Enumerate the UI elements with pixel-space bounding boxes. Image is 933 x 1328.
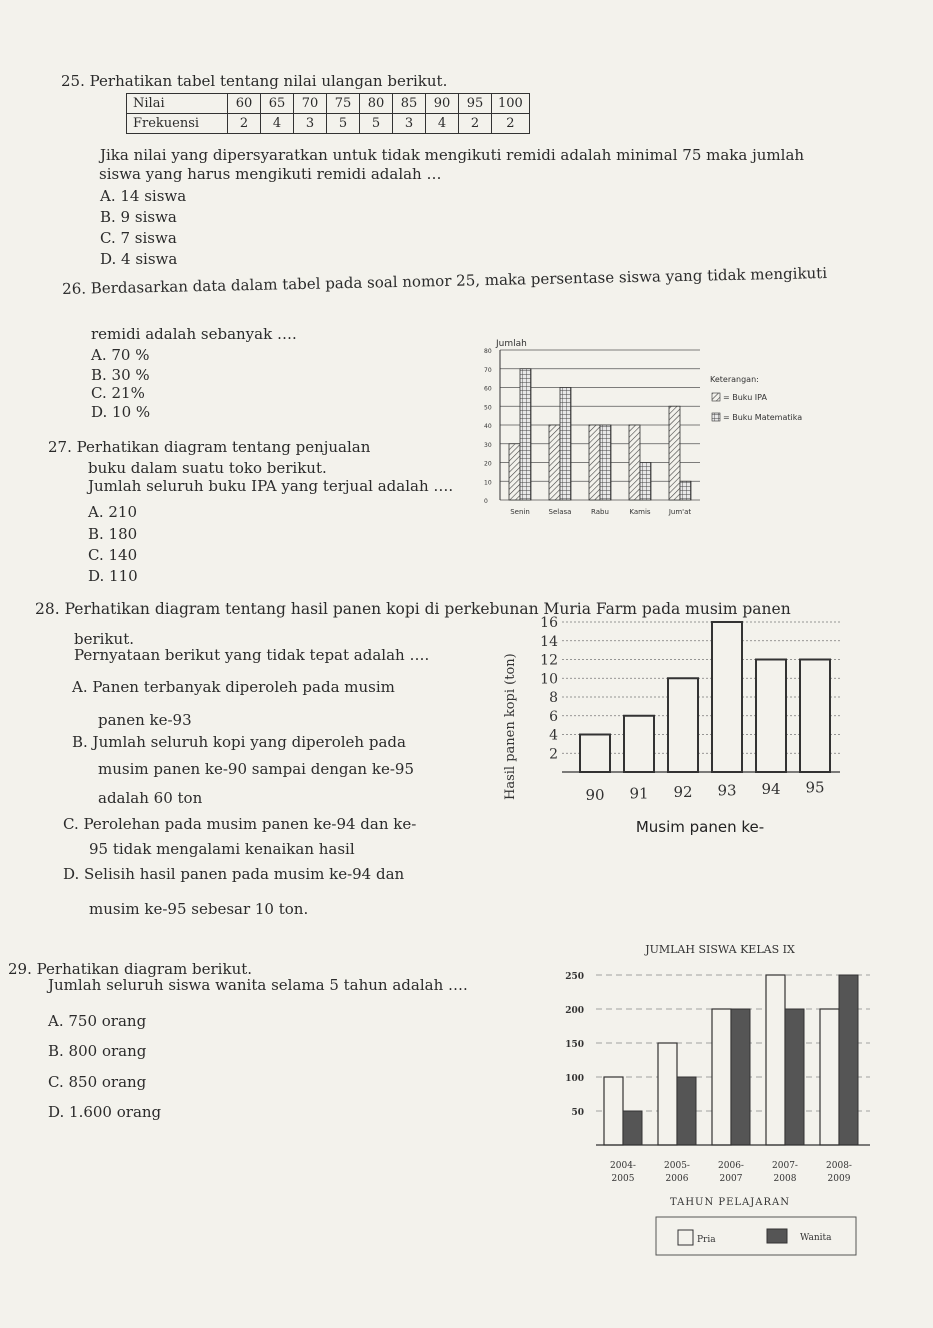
table-cell: 100 [492, 94, 530, 114]
y-tick-label: 12 [540, 652, 558, 669]
y-tick-label: 250 [565, 972, 584, 982]
y-tick-label: 10 [484, 479, 492, 487]
q28-line2: berikut. [74, 630, 134, 648]
q28-option-c-cont: 95 tidak mengalami kenaikan hasil [89, 840, 355, 858]
q26-option-d[interactable]: D. 10 % [91, 403, 151, 421]
q26-option-b[interactable]: B. 30 % [91, 366, 150, 384]
x-tick-label: 2008- [826, 1161, 852, 1171]
q25-option-a[interactable]: A. 14 siswa [100, 187, 187, 205]
bar-wanita [623, 1111, 642, 1145]
q29-line2: Jumlah seluruh siswa wanita selama 5 tahun adalah …. [48, 976, 468, 994]
y-tick-label: 200 [565, 1006, 584, 1016]
table-cell: 60 [228, 94, 261, 114]
table-cell: 3 [393, 114, 426, 134]
bar-pria [712, 1009, 731, 1145]
q28-option-b-cont1: musim panen ke-90 sampai dengan ke-95 [98, 760, 414, 778]
q28-line3: Pernyataan berikut yang tidak tepat adalah …. [74, 646, 430, 664]
x-axis-label: TAHUN PELAJARAN [669, 1197, 791, 1208]
x-tick-label: Senin [510, 508, 530, 516]
q29-option-b[interactable]: B. 800 orang [48, 1042, 147, 1060]
q27-line3: Jumlah seluruh buku IPA yang terjual adalah …. [88, 477, 454, 495]
bar-matematika [600, 425, 611, 500]
q28-option-a-cont: panen ke-93 [98, 711, 192, 729]
table-cell: 4 [261, 114, 294, 134]
y-tick-label: 0 [484, 498, 488, 505]
y-tick-label: 30 [484, 441, 492, 449]
q28-line1: 28. Perhatikan diagram tentang hasil panen kopi di perkebunan Muria Farm pada musim panen [35, 600, 791, 618]
bar-matematika [680, 481, 691, 500]
q25-option-c[interactable]: C. 7 siswa [100, 229, 177, 247]
bar [580, 735, 610, 773]
bar-ipa [589, 425, 600, 500]
q27-option-a[interactable]: A. 210 [88, 503, 137, 521]
q28-option-d-cont: musim ke-95 sebesar 10 ton. [89, 900, 309, 918]
q29-option-a[interactable]: A. 750 orang [48, 1012, 147, 1030]
x-tick-label: 92 [673, 783, 693, 801]
table-row [127, 114, 530, 134]
table-cell: 5 [327, 114, 360, 134]
q27-option-b[interactable]: B. 180 [88, 525, 138, 543]
bar [800, 660, 830, 773]
y-tick-label: 100 [565, 1074, 584, 1084]
legend-swatch-matematika [712, 413, 720, 421]
y-tick-label: 40 [484, 423, 492, 430]
table-cell: 2 [228, 114, 261, 134]
bar-pria [766, 975, 785, 1145]
y-tick-label: 150 [565, 1040, 584, 1050]
y-tick-label: 50 [484, 404, 492, 412]
legend-swatch-wanita [767, 1229, 787, 1243]
q25-stem: 25. Perhatikan tabel tentang nilai ulangan berikut. [61, 72, 448, 90]
bar [756, 660, 786, 773]
y-tick-label: 70 [484, 366, 492, 374]
student-count-chart [560, 935, 880, 1265]
bar-ipa [509, 444, 520, 500]
bar-ipa [669, 406, 680, 500]
q27-option-c[interactable]: C. 140 [88, 546, 138, 564]
x-tick-label: 2005 [611, 1174, 635, 1184]
legend-label-ipa: = Buku IPA [723, 393, 767, 402]
q26-option-a[interactable]: A. 70 % [91, 346, 150, 364]
legend-label-pria: Pria [697, 1235, 716, 1245]
bar-pria [658, 1043, 677, 1145]
x-tick-label: 2004- [610, 1161, 636, 1171]
q28-option-b-cont2: adalah 60 ton [98, 789, 203, 807]
bar-wanita [839, 975, 858, 1145]
table-cell: Frekuensi [127, 114, 228, 134]
bar-pria [604, 1077, 623, 1145]
q27-line1: 27. Perhatikan diagram tentang penjualan [48, 438, 371, 456]
bar-matematika [520, 369, 531, 500]
table-cell: 70 [294, 94, 327, 114]
legend-title: Keterangan: [710, 375, 759, 384]
y-tick-label: 16 [540, 615, 558, 631]
bar-pria [820, 1009, 839, 1145]
table-cell: 65 [261, 94, 294, 114]
table-cell: 90 [426, 94, 459, 114]
table-cell: 95 [459, 94, 492, 114]
q28-option-b[interactable]: B. Jumlah seluruh kopi yang diperoleh pada [72, 733, 406, 751]
bar-wanita [677, 1077, 696, 1145]
q29-option-d[interactable]: D. 1.600 orang [48, 1103, 162, 1121]
y-axis-label: Jumlah [496, 339, 527, 349]
bar-ipa [629, 425, 640, 500]
x-tick-label: 2007 [719, 1174, 743, 1184]
q25-option-d[interactable]: D. 4 siswa [100, 250, 178, 268]
x-tick-label: 94 [761, 780, 781, 798]
q25-line1: Jika nilai yang dipersyaratkan untuk tidak mengikuti remidi adalah minimal 75 maka jumlah [100, 146, 805, 164]
q26-option-c[interactable]: C. 21% [91, 384, 145, 402]
x-tick-label: Jum'at [668, 508, 692, 516]
y-tick-label: 20 [484, 460, 492, 468]
chart-title: JUMLAH SISWA KELAS IX [645, 943, 795, 956]
table-cell: 85 [393, 94, 426, 114]
table-cell: 80 [360, 94, 393, 114]
y-tick-label: 4 [549, 727, 558, 744]
y-tick-label: 14 [540, 633, 558, 650]
y-tick-label: 50 [571, 1108, 584, 1118]
legend-swatch-ipa [712, 393, 720, 401]
x-tick-label: 2009 [827, 1174, 851, 1184]
x-tick-label: Rabu [591, 508, 609, 516]
coffee-harvest-chart [500, 612, 840, 852]
table-cell: 75 [327, 94, 360, 114]
q25-table [126, 93, 530, 134]
table-cell: 2 [492, 114, 530, 134]
y-tick-label: 60 [484, 385, 492, 393]
y-tick-label: 2 [549, 746, 558, 763]
x-tick-label: 2007- [772, 1161, 798, 1171]
y-tick-label: 6 [549, 708, 558, 725]
q26-line1: 26. Berdasarkan data dalam tabel pada soal nomor 25, maka persentase siswa yang tidak mengikuti [62, 263, 828, 298]
x-tick-label: 93 [717, 781, 737, 800]
table-row [127, 94, 530, 114]
q29-option-c[interactable]: C. 850 orang [48, 1073, 147, 1091]
x-tick-label: 2008 [773, 1174, 797, 1184]
table-cell: 4 [426, 114, 459, 134]
q28-option-a[interactable]: A. Panen terbanyak diperoleh pada musim [72, 678, 395, 696]
q29-line1: 29. Perhatikan diagram berikut. [8, 960, 253, 978]
q28-option-d[interactable]: D. Selisih hasil panen pada musim ke-94 dan [63, 865, 405, 883]
book-sales-chart [470, 330, 830, 530]
q25-line2: siswa yang harus mengikuti remidi adalah … [99, 165, 442, 183]
legend-label-matematika: = Buku Matematika [723, 413, 803, 422]
x-tick-label: 90 [585, 786, 605, 804]
x-axis-label: Musim panen ke- [635, 818, 765, 836]
x-tick-label: 2005- [664, 1161, 690, 1171]
q27-line2: buku dalam suatu toko berikut. [88, 459, 327, 477]
bar-matematika [640, 463, 651, 501]
q27-option-d[interactable]: D. 110 [88, 567, 138, 585]
table-cell: 3 [294, 114, 327, 134]
q26-line2: remidi adalah sebanyak …. [91, 325, 297, 343]
table-cell: 2 [459, 114, 492, 134]
bar-ipa [549, 425, 560, 500]
bar [624, 716, 654, 772]
x-tick-label: 2006- [718, 1161, 744, 1171]
bar [668, 678, 698, 772]
q25-option-b[interactable]: B. 9 siswa [100, 208, 177, 226]
table-cell: Nilai [127, 94, 228, 114]
x-tick-label: 95 [805, 778, 825, 797]
x-tick-label: Selasa [548, 508, 572, 516]
x-tick-label: 2006 [665, 1174, 689, 1184]
y-tick-label: 80 [484, 348, 492, 355]
y-axis-label: Hasil panen kopi (ton) [503, 653, 518, 800]
table-cell: 5 [360, 114, 393, 134]
bar-wanita [731, 1009, 750, 1145]
bar [712, 622, 742, 772]
x-tick-label: 91 [629, 784, 649, 803]
bar-matematika [560, 388, 571, 501]
bar-wanita [785, 1009, 804, 1145]
y-tick-label: 10 [540, 671, 558, 688]
q28-option-c[interactable]: C. Perolehan pada musim panen ke-94 dan ke- [63, 815, 417, 833]
y-tick-label: 8 [549, 690, 558, 706]
legend-label-wanita: Wanita [800, 1233, 832, 1243]
x-tick-label: Kamis [629, 508, 651, 516]
legend-swatch-pria [678, 1230, 693, 1245]
